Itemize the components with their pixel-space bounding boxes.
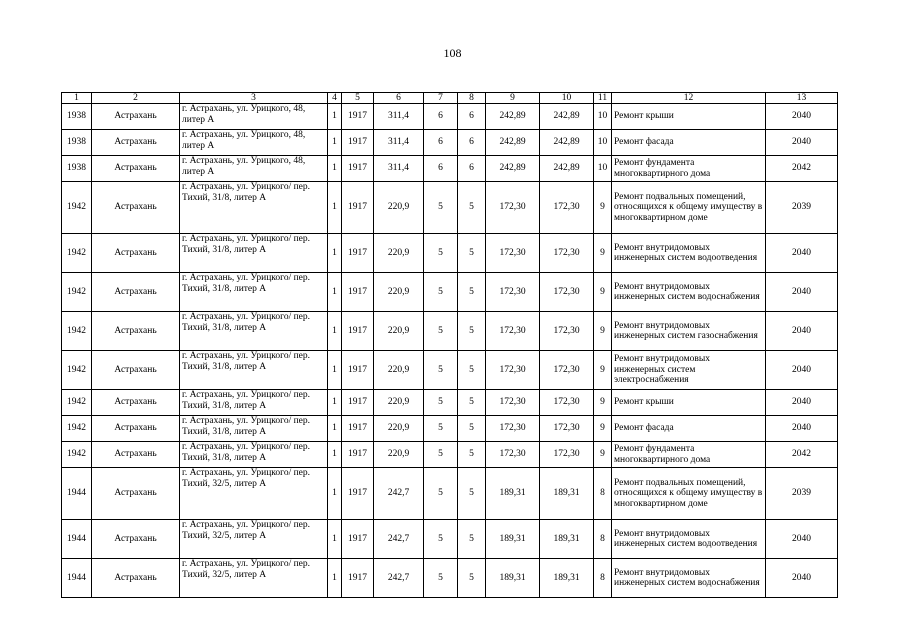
cell-target-year: 2039 xyxy=(766,182,838,234)
table-row xyxy=(62,390,838,416)
column-header-11: 11 xyxy=(594,93,612,104)
cell-city: Астрахань xyxy=(92,182,180,234)
cell-area-residential: 189,31 xyxy=(540,468,594,520)
cell-work-type: Ремонт крыши xyxy=(612,390,766,416)
cell-area: 242,7 xyxy=(374,559,424,598)
cell-target-year: 2042 xyxy=(766,442,838,468)
cell-units: 5 xyxy=(424,559,458,598)
cell-owner-units: 5 xyxy=(458,468,486,520)
cell-floor-count: 1 xyxy=(328,351,342,390)
cell-area-residential: 172,30 xyxy=(540,182,594,234)
table-row xyxy=(62,442,838,468)
cell-units: 5 xyxy=(424,520,458,559)
cell-build-year: 1917 xyxy=(342,156,374,182)
cell-area-residential: 242,89 xyxy=(540,156,594,182)
column-header-1: 1 xyxy=(62,93,92,104)
cell-area-owned: 189,31 xyxy=(486,559,540,598)
cell-address: г. Астрахань, ул. Урицкого/ пер. Тихий, 32/5, литер А xyxy=(180,520,328,559)
table-row xyxy=(62,351,838,390)
cell-ref-number: 1942 xyxy=(62,182,92,234)
cell-area-owned: 172,30 xyxy=(486,442,540,468)
cell-number: 10 xyxy=(594,104,612,130)
table-row xyxy=(62,416,838,442)
cell-work-type: Ремонт внутридомовых инженерных систем водоотведения xyxy=(612,520,766,559)
cell-ref-number: 1942 xyxy=(62,273,92,312)
cell-target-year: 2040 xyxy=(766,416,838,442)
cell-area-owned: 172,30 xyxy=(486,312,540,351)
cell-work-type: Ремонт внутридомовых инженерных систем водоснабжения xyxy=(612,273,766,312)
cell-number: 9 xyxy=(594,390,612,416)
cell-owner-units: 5 xyxy=(458,273,486,312)
cell-owner-units: 5 xyxy=(458,312,486,351)
cell-city: Астрахань xyxy=(92,442,180,468)
cell-target-year: 2040 xyxy=(766,130,838,156)
cell-number: 9 xyxy=(594,416,612,442)
cell-build-year: 1917 xyxy=(342,182,374,234)
cell-build-year: 1917 xyxy=(342,559,374,598)
cell-owner-units: 5 xyxy=(458,351,486,390)
cell-address: г. Астрахань, ул. Урицкого, 48, литер А xyxy=(180,156,328,182)
cell-work-type: Ремонт подвальных помещений, относящихся к общему имуществу в многоквартирном доме xyxy=(612,468,766,520)
cell-target-year: 2040 xyxy=(766,520,838,559)
cell-address: г. Астрахань, ул. Урицкого/ пер. Тихий, 32/5, литер А xyxy=(180,559,328,598)
column-header-2: 2 xyxy=(92,93,180,104)
table-body xyxy=(62,104,838,598)
cell-area-owned: 172,30 xyxy=(486,390,540,416)
cell-units: 5 xyxy=(424,182,458,234)
cell-address: г. Астрахань, ул. Урицкого, 48, литер А xyxy=(180,130,328,156)
cell-area-owned: 172,30 xyxy=(486,182,540,234)
cell-area-residential: 172,30 xyxy=(540,442,594,468)
cell-area: 220,9 xyxy=(374,273,424,312)
cell-owner-units: 5 xyxy=(458,442,486,468)
cell-work-type: Ремонт внутридомовых инженерных систем водоотведения xyxy=(612,234,766,273)
cell-area-owned: 242,89 xyxy=(486,104,540,130)
column-header-5: 5 xyxy=(342,93,374,104)
cell-work-type: Ремонт внутридомовых инженерных систем электроснабжения xyxy=(612,351,766,390)
cell-ref-number: 1942 xyxy=(62,442,92,468)
cell-number: 10 xyxy=(594,130,612,156)
column-header-13: 13 xyxy=(766,93,838,104)
cell-area-owned: 172,30 xyxy=(486,234,540,273)
cell-floor-count: 1 xyxy=(328,312,342,351)
table-row xyxy=(62,273,838,312)
cell-target-year: 2040 xyxy=(766,351,838,390)
cell-target-year: 2040 xyxy=(766,234,838,273)
cell-build-year: 1917 xyxy=(342,351,374,390)
cell-ref-number: 1938 xyxy=(62,156,92,182)
table-row xyxy=(62,468,838,520)
table-row xyxy=(62,520,838,559)
cell-owner-units: 6 xyxy=(458,156,486,182)
cell-work-type: Ремонт фасада xyxy=(612,130,766,156)
table-row xyxy=(62,234,838,273)
cell-area-owned: 242,89 xyxy=(486,156,540,182)
cell-work-type: Ремонт фундамента многоквартирного дома xyxy=(612,442,766,468)
cell-owner-units: 6 xyxy=(458,104,486,130)
cell-build-year: 1917 xyxy=(342,234,374,273)
cell-city: Астрахань xyxy=(92,130,180,156)
cell-floor-count: 1 xyxy=(328,416,342,442)
cell-units: 6 xyxy=(424,156,458,182)
cell-city: Астрахань xyxy=(92,104,180,130)
cell-area: 220,9 xyxy=(374,351,424,390)
cell-area-owned: 189,31 xyxy=(486,520,540,559)
cell-units: 5 xyxy=(424,312,458,351)
cell-work-type: Ремонт внутридомовых инженерных систем газоснабжения xyxy=(612,312,766,351)
cell-number: 9 xyxy=(594,351,612,390)
cell-number: 9 xyxy=(594,234,612,273)
cell-owner-units: 5 xyxy=(458,390,486,416)
cell-area-owned: 172,30 xyxy=(486,351,540,390)
cell-units: 5 xyxy=(424,234,458,273)
cell-city: Астрахань xyxy=(92,520,180,559)
cell-city: Астрахань xyxy=(92,273,180,312)
cell-address: г. Астрахань, ул. Урицкого, 48, литер А xyxy=(180,104,328,130)
cell-target-year: 2042 xyxy=(766,156,838,182)
cell-units: 5 xyxy=(424,416,458,442)
cell-area-residential: 242,89 xyxy=(540,104,594,130)
cell-floor-count: 1 xyxy=(328,273,342,312)
cell-owner-units: 5 xyxy=(458,559,486,598)
cell-area: 220,9 xyxy=(374,182,424,234)
cell-area-residential: 172,30 xyxy=(540,273,594,312)
cell-units: 6 xyxy=(424,130,458,156)
column-header-10: 10 xyxy=(540,93,594,104)
page-number: 108 xyxy=(443,46,462,60)
cell-owner-units: 5 xyxy=(458,416,486,442)
cell-units: 5 xyxy=(424,351,458,390)
cell-area-residential: 189,31 xyxy=(540,520,594,559)
cell-units: 5 xyxy=(424,273,458,312)
cell-number: 9 xyxy=(594,182,612,234)
cell-area-owned: 242,89 xyxy=(486,130,540,156)
cell-units: 5 xyxy=(424,442,458,468)
cell-address: г. Астрахань, ул. Урицкого/ пер. Тихий, 31/8, литер А xyxy=(180,312,328,351)
cell-ref-number: 1942 xyxy=(62,312,92,351)
cell-ref-number: 1944 xyxy=(62,468,92,520)
table-row xyxy=(62,559,838,598)
cell-owner-units: 6 xyxy=(458,130,486,156)
cell-floor-count: 1 xyxy=(328,468,342,520)
cell-owner-units: 5 xyxy=(458,234,486,273)
cell-target-year: 2039 xyxy=(766,468,838,520)
cell-area: 220,9 xyxy=(374,312,424,351)
cell-floor-count: 1 xyxy=(328,520,342,559)
cell-area-residential: 172,30 xyxy=(540,234,594,273)
cell-area: 242,7 xyxy=(374,468,424,520)
cell-build-year: 1917 xyxy=(342,442,374,468)
cell-units: 5 xyxy=(424,390,458,416)
cell-floor-count: 1 xyxy=(328,442,342,468)
cell-area: 220,9 xyxy=(374,442,424,468)
cell-city: Астрахань xyxy=(92,559,180,598)
cell-area-residential: 189,31 xyxy=(540,559,594,598)
cell-area: 311,4 xyxy=(374,130,424,156)
cell-city: Астрахань xyxy=(92,390,180,416)
cell-number: 8 xyxy=(594,559,612,598)
table-row xyxy=(62,182,838,234)
cell-area-residential: 172,30 xyxy=(540,312,594,351)
table-row xyxy=(62,156,838,182)
cell-area: 220,9 xyxy=(374,416,424,442)
cell-floor-count: 1 xyxy=(328,234,342,273)
table-row xyxy=(62,104,838,130)
cell-ref-number: 1938 xyxy=(62,104,92,130)
column-header-7: 7 xyxy=(424,93,458,104)
cell-address: г. Астрахань, ул. Урицкого/ пер. Тихий, 31/8, литер А xyxy=(180,182,328,234)
cell-area-residential: 172,30 xyxy=(540,390,594,416)
cell-floor-count: 1 xyxy=(328,390,342,416)
cell-city: Астрахань xyxy=(92,156,180,182)
cell-ref-number: 1942 xyxy=(62,234,92,273)
cell-area-owned: 172,30 xyxy=(486,416,540,442)
cell-address: г. Астрахань, ул. Урицкого/ пер. Тихий, 31/8, литер А xyxy=(180,416,328,442)
cell-target-year: 2040 xyxy=(766,559,838,598)
column-header-6: 6 xyxy=(374,93,424,104)
column-header-4: 4 xyxy=(328,93,342,104)
cell-units: 5 xyxy=(424,468,458,520)
cell-area-residential: 242,89 xyxy=(540,130,594,156)
cell-build-year: 1917 xyxy=(342,390,374,416)
cell-target-year: 2040 xyxy=(766,312,838,351)
column-header-9: 9 xyxy=(486,93,540,104)
cell-floor-count: 1 xyxy=(328,130,342,156)
cell-area-owned: 172,30 xyxy=(486,273,540,312)
cell-number: 9 xyxy=(594,442,612,468)
cell-address: г. Астрахань, ул. Урицкого/ пер. Тихий, 31/8, литер А xyxy=(180,273,328,312)
cell-address: г. Астрахань, ул. Урицкого/ пер. Тихий, 31/8, литер А xyxy=(180,351,328,390)
cell-address: г. Астрахань, ул. Урицкого/ пер. Тихий, 31/8, литер А xyxy=(180,390,328,416)
cell-number: 9 xyxy=(594,312,612,351)
cell-ref-number: 1944 xyxy=(62,520,92,559)
cell-address: г. Астрахань, ул. Урицкого/ пер. Тихий, 31/8, литер А xyxy=(180,442,328,468)
cell-area: 220,9 xyxy=(374,234,424,273)
cell-city: Астрахань xyxy=(92,312,180,351)
cell-number: 8 xyxy=(594,520,612,559)
cell-build-year: 1917 xyxy=(342,104,374,130)
cell-floor-count: 1 xyxy=(328,182,342,234)
cell-address: г. Астрахань, ул. Урицкого/ пер. Тихий, 31/8, литер А xyxy=(180,234,328,273)
column-header-8: 8 xyxy=(458,93,486,104)
cell-ref-number: 1942 xyxy=(62,390,92,416)
cell-units: 6 xyxy=(424,104,458,130)
column-header-12: 12 xyxy=(612,93,766,104)
cell-work-type: Ремонт фасада xyxy=(612,416,766,442)
cell-area: 220,9 xyxy=(374,390,424,416)
cell-owner-units: 5 xyxy=(458,520,486,559)
cell-build-year: 1917 xyxy=(342,130,374,156)
cell-target-year: 2040 xyxy=(766,273,838,312)
cell-area-residential: 172,30 xyxy=(540,351,594,390)
cell-build-year: 1917 xyxy=(342,312,374,351)
table-row xyxy=(62,312,838,351)
cell-build-year: 1917 xyxy=(342,273,374,312)
cell-ref-number: 1938 xyxy=(62,130,92,156)
cell-city: Астрахань xyxy=(92,416,180,442)
cell-work-type: Ремонт фундамента многоквартирного дома xyxy=(612,156,766,182)
cell-build-year: 1917 xyxy=(342,520,374,559)
cell-area-owned: 189,31 xyxy=(486,468,540,520)
cell-ref-number: 1944 xyxy=(62,559,92,598)
cell-ref-number: 1942 xyxy=(62,416,92,442)
cell-ref-number: 1942 xyxy=(62,351,92,390)
cell-floor-count: 1 xyxy=(328,104,342,130)
column-number-row xyxy=(62,93,838,104)
cell-number: 8 xyxy=(594,468,612,520)
cell-city: Астрахань xyxy=(92,351,180,390)
column-header-3: 3 xyxy=(180,93,328,104)
cell-area: 242,7 xyxy=(374,520,424,559)
cell-owner-units: 5 xyxy=(458,182,486,234)
cell-area-residential: 172,30 xyxy=(540,416,594,442)
cell-floor-count: 1 xyxy=(328,559,342,598)
cell-city: Астрахань xyxy=(92,468,180,520)
cell-work-type: Ремонт подвальных помещений, относящихся к общему имуществу в многоквартирном доме xyxy=(612,182,766,234)
capital-repair-table xyxy=(61,92,838,598)
cell-area: 311,4 xyxy=(374,104,424,130)
cell-floor-count: 1 xyxy=(328,156,342,182)
table-row xyxy=(62,130,838,156)
cell-build-year: 1917 xyxy=(342,416,374,442)
cell-build-year: 1917 xyxy=(342,468,374,520)
cell-address: г. Астрахань, ул. Урицкого/ пер. Тихий, 32/5, литер А xyxy=(180,468,328,520)
cell-area: 311,4 xyxy=(374,156,424,182)
cell-work-type: Ремонт крыши xyxy=(612,104,766,130)
cell-target-year: 2040 xyxy=(766,104,838,130)
cell-target-year: 2040 xyxy=(766,390,838,416)
cell-city: Астрахань xyxy=(92,234,180,273)
cell-number: 9 xyxy=(594,273,612,312)
cell-work-type: Ремонт внутридомовых инженерных систем водоснабжения xyxy=(612,559,766,598)
cell-number: 10 xyxy=(594,156,612,182)
